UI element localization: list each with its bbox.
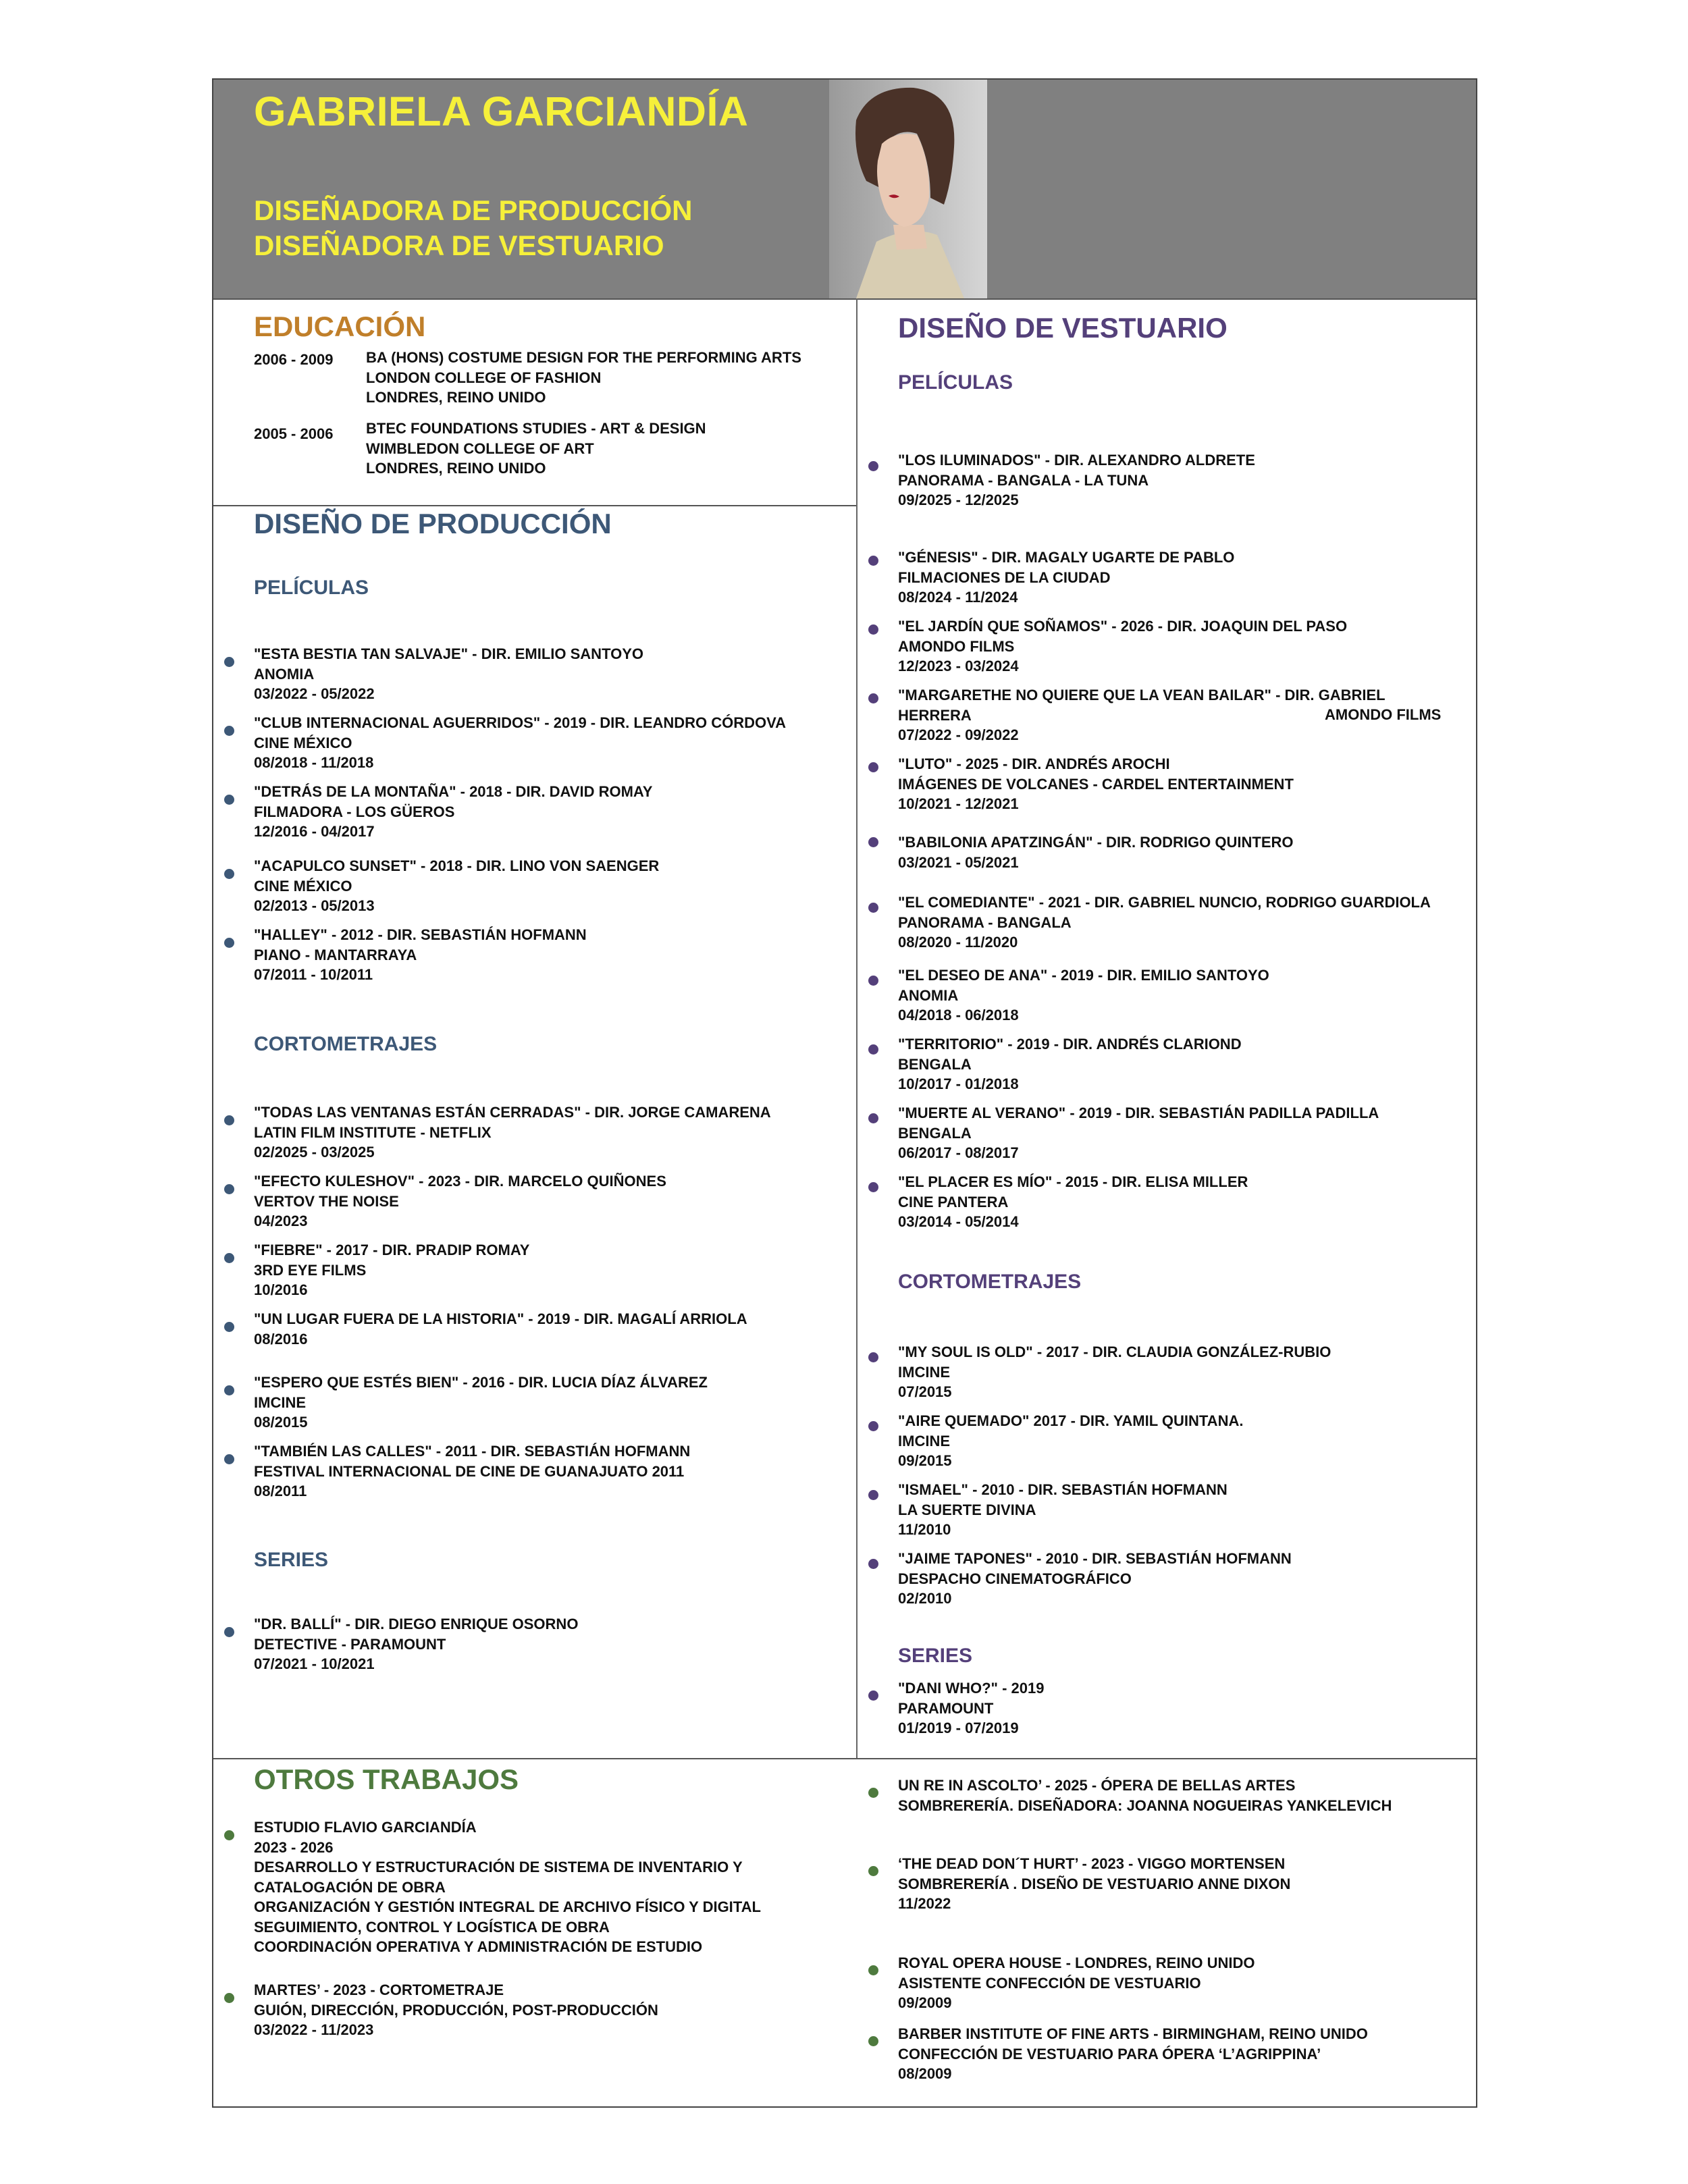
list-item: "MARGARETHE NO QUIERE QUE LA VEAN BAILAR" - DIR. GABRIEL HERRERA 07/2022 - 09/2022 xyxy=(898,687,1386,743)
bullet-dot xyxy=(868,461,878,471)
bullet-dot xyxy=(224,1627,234,1637)
bullet-dot xyxy=(868,624,878,635)
list-item: "EFECTO KULESHOV" - 2023 - DIR. MARCELO QUIÑONES VERTOV THE NOISE 04/2023 xyxy=(254,1173,666,1229)
bullet-dot xyxy=(224,938,234,948)
list-item: "TERRITORIO" - 2019 - DIR. ANDRÉS CLARIOND BENGALA 10/2017 - 01/2018 xyxy=(898,1036,1242,1092)
bullet-dot xyxy=(224,1115,234,1125)
bullet-dot xyxy=(868,1490,878,1500)
bullet-dot xyxy=(868,1559,878,1569)
bullet-dot xyxy=(224,657,234,667)
education-location: LONDRES, REINO UNIDO xyxy=(366,460,546,477)
education-years: 2005 - 2006 xyxy=(254,425,334,442)
list-item: "UN LUGAR FUERA DE LA HISTORIA" - 2019 - DIR. MAGALÍ ARRIOLA 08/2016 xyxy=(254,1310,747,1348)
bullet-dot xyxy=(224,1385,234,1395)
list-item: "FIEBRE" - 2017 - DIR. PRADIP ROMAY 3RD EYE FILMS 10/2016 xyxy=(254,1242,530,1298)
portrait-photo xyxy=(829,80,987,298)
bullet-dot xyxy=(224,1454,234,1464)
education-years: 2006 - 2009 xyxy=(254,351,334,368)
section-title-education: EDUCACIÓN xyxy=(254,311,426,342)
bullet-dot xyxy=(868,1788,878,1798)
divider-column xyxy=(856,298,858,1759)
bullet-dot xyxy=(868,1866,878,1876)
bullet-dot xyxy=(224,1322,234,1332)
bullet-dot xyxy=(868,762,878,772)
education-entry xyxy=(366,419,706,479)
list-item: "CLUB INTERNACIONAL AGUERRIDOS" - 2019 - DIR. LEANDRO CÓRDOVA CINE MÉXICO 08/2018 - 11/2018 xyxy=(254,714,787,771)
bullet-dot xyxy=(868,693,878,703)
list-item: "DANI WHO?" - 2019 PARAMOUNT 01/2019 - 07/2019 xyxy=(898,1680,1045,1736)
bullet-dot xyxy=(224,795,234,805)
list-item: "DETRÁS DE LA MONTAÑA" - 2018 - DIR. DAVID ROMAY FILMADORA - LOS GÜEROS 12/2016 - 04/2017 xyxy=(254,783,653,840)
list-item: "TODAS LAS VENTANAS ESTÁN CERRADAS" - DIR. JORGE CAMARENA LATIN FILM INSTITUTE - NETFLIX 02/2025 - 03/2025 xyxy=(254,1104,771,1161)
list-item: "BABILONIA APATZINGÁN" - DIR. RODRIGO QUINTERO 03/2021 - 05/2021 xyxy=(898,834,1294,871)
list-item: "ESTA BESTIA TAN SALVAJE" - DIR. EMILIO SANTOYO ANOMIA 03/2022 - 05/2022 xyxy=(254,645,644,702)
section-title-costume-design: DISEÑO DE VESTUARIO xyxy=(898,312,1228,344)
education-degree: BTEC FOUNDATIONS STUDIES - ART & DESIGN xyxy=(366,420,706,437)
bullet-dot xyxy=(868,1182,878,1192)
list-item: "TAMBIÉN LAS CALLES" - 2011 - DIR. SEBASTIÁN HOFMANN FESTIVAL INTERNACIONAL DE CINE DE GUANAJUATO 2011 08/2011 xyxy=(254,1443,691,1499)
bullet-dot xyxy=(868,556,878,566)
subsection-costume-shorts: CORTOMETRAJES xyxy=(898,1271,1082,1293)
person-name: GABRIELA GARCIANDÍA xyxy=(254,88,749,134)
bullet-dot xyxy=(224,1184,234,1194)
subsection-production-shorts: CORTOMETRAJES xyxy=(254,1033,438,1055)
bullet-dot xyxy=(868,1044,878,1055)
bullet-dot xyxy=(868,1421,878,1431)
education-degree: BA (HONS) COSTUME DESIGN FOR THE PERFORMING ARTS xyxy=(366,349,801,366)
list-item: ROYAL OPERA HOUSE - LONDRES, REINO UNIDO ASISTENTE CONFECCIÓN DE VESTUARIO 09/2009 xyxy=(898,1954,1255,2011)
education-school: LONDON COLLEGE OF FASHION xyxy=(366,369,602,386)
bullet-dot xyxy=(868,903,878,913)
bullet-dot xyxy=(224,1253,234,1263)
education-location: LONDRES, REINO UNIDO xyxy=(366,389,546,406)
list-item: "EL DESEO DE ANA" - 2019 - DIR. EMILIO SANTOYO ANOMIA 04/2018 - 06/2018 xyxy=(898,967,1269,1023)
bullet-dot xyxy=(868,1113,878,1123)
education-entry xyxy=(366,348,801,408)
bullet-dot xyxy=(224,726,234,736)
list-item: "EL JARDÍN QUE SOÑAMOS" - 2026 - DIR. JOAQUIN DEL PASO AMONDO FILMS 12/2023 - 03/2024 xyxy=(898,618,1348,674)
role-production-designer: DISEÑADORA DE PRODUCCIÓN xyxy=(254,194,693,226)
list-item: "ISMAEL" - 2010 - DIR. SEBASTIÁN HOFMANN LA SUERTE DIVINA 11/2010 xyxy=(898,1481,1228,1538)
bullet-dot xyxy=(868,837,878,847)
subsection-costume-films: PELÍCULAS xyxy=(898,371,1013,394)
divider-education xyxy=(213,505,856,506)
bullet-dot xyxy=(868,1965,878,1975)
list-item: BARBER INSTITUTE OF FINE ARTS - BIRMINGHAM, REINO UNIDO CONFECCIÓN DE VESTUARIO PARA ÓPERA ‘L’AGRIPPINA’ 08/2009 xyxy=(898,2025,1368,2082)
list-item: "ESPERO QUE ESTÉS BIEN" - 2016 - DIR. LUCIA DÍAZ ÁLVAREZ IMCINE 08/2015 xyxy=(254,1374,708,1431)
list-item: "MUERTE AL VERANO" - 2019 - DIR. SEBASTIÁN PADILLA PADILLA BENGALA 06/2017 - 08/2017 xyxy=(898,1104,1379,1161)
list-item: "HALLEY" - 2012 - DIR. SEBASTIÁN HOFMANN PIANO - MANTARRAYA 07/2011 - 10/2011 xyxy=(254,926,587,983)
bullet-dot xyxy=(224,1830,234,1840)
company-right-aligned: AMONDO FILMS xyxy=(1325,706,1442,723)
divider-header xyxy=(213,298,1476,300)
bullet-dot xyxy=(224,869,234,879)
list-item: "JAIME TAPONES" - 2010 - DIR. SEBASTIÁN HOFMANN DESPACHO CINEMATOGRÁFICO 02/2010 xyxy=(898,1550,1292,1607)
bullet-dot xyxy=(868,1690,878,1701)
divider-other xyxy=(213,1758,1476,1759)
subsection-production-films: PELÍCULAS xyxy=(254,577,369,599)
section-title-other-work: OTROS TRABAJOS xyxy=(254,1763,519,1795)
list-item: "LOS ILUMINADOS" - DIR. ALEXANDRO ALDRETE PANORAMA - BANGALA - LA TUNA 09/2025 - 12/2025 xyxy=(898,452,1255,508)
list-item: "EL PLACER ES MÍO" - 2015 - DIR. ELISA MILLER CINE PANTERA 03/2014 - 05/2014 xyxy=(898,1173,1248,1230)
list-item: "ACAPULCO SUNSET" - 2018 - DIR. LINO VON SAENGER CINE MÉXICO 02/2013 - 05/2013 xyxy=(254,857,660,914)
section-title-production-design: DISEÑO DE PRODUCCIÓN xyxy=(254,508,612,539)
list-item: ‘THE DEAD DON´T HURT’ - 2023 - VIGGO MORTENSEN SOMBRERERÍA . DISEÑO DE VESTUARIO ANNE DIXON 11/2022 xyxy=(898,1855,1291,1912)
subsection-production-series: SERIES xyxy=(254,1549,329,1571)
list-item: UN RE IN ASCOLTO’ - 2025 - ÓPERA DE BELLAS ARTES SOMBRERERÍA. DISEÑADORA: JOANNA NOGUEIRAS YANKELEVICH xyxy=(898,1777,1392,1814)
role-costume-designer: DISEÑADORA DE VESTUARIO xyxy=(254,230,664,261)
list-item: "GÉNESIS" - DIR. MAGALY UGARTE DE PABLO FILMACIONES DE LA CIUDAD 08/2024 - 11/2024 xyxy=(898,549,1235,606)
list-item: "AIRE QUEMADO" 2017 - DIR. YAMIL QUINTANA. IMCINE 09/2015 xyxy=(898,1412,1244,1469)
bullet-dot xyxy=(224,1993,234,2003)
list-item: MARTES’ - 2023 - CORTOMETRAJE GUIÓN, DIRECCIÓN, PRODUCCIÓN, POST-PRODUCCIÓN 03/2022 - 11/2023 xyxy=(254,1981,658,2038)
list-item: "EL COMEDIANTE" - 2021 - DIR. GABRIEL NUNCIO, RODRIGO GUARDIOLA PANORAMA - BANGALA 08/2020 - 11/2020 xyxy=(898,894,1431,951)
list-item: "DR. BALLÍ" - DIR. DIEGO ENRIQUE OSORNO DETECTIVE - PARAMOUNT 07/2021 - 10/2021 xyxy=(254,1616,579,1672)
list-item: "MY SOUL IS OLD" - 2017 - DIR. CLAUDIA GONZÁLEZ-RUBIO IMCINE 07/2015 xyxy=(898,1343,1331,1400)
list-item: ESTUDIO FLAVIO GARCIANDÍA 2023 - 2026 DESARROLLO Y ESTRUCTURACIÓN DE SISTEMA DE INVENTARIO Y CATALOGACIÓN DE OBRA ORGANIZACIÓN Y GESTIÓN INTEGRAL DE ARCHIVO FÍSICO Y DIGITAL SEGUIMIENTO, CONTROL Y LOGÍSTICA DE OBRA COORDINACIÓN OPERATIVA Y ADMINISTRACIÓN DE ESTUDIO xyxy=(254,1819,761,1955)
subsection-costume-series: SERIES xyxy=(898,1645,973,1667)
education-school: WIMBLEDON COLLEGE OF ART xyxy=(366,440,594,457)
bullet-dot xyxy=(868,2036,878,2046)
bullet-dot xyxy=(868,1352,878,1362)
list-item: "LUTO" - 2025 - DIR. ANDRÉS AROCHI IMÁGENES DE VOLCANES - CARDEL ENTERTAINMENT 10/2021 - 12/2021 xyxy=(898,755,1294,812)
bullet-dot xyxy=(868,976,878,986)
